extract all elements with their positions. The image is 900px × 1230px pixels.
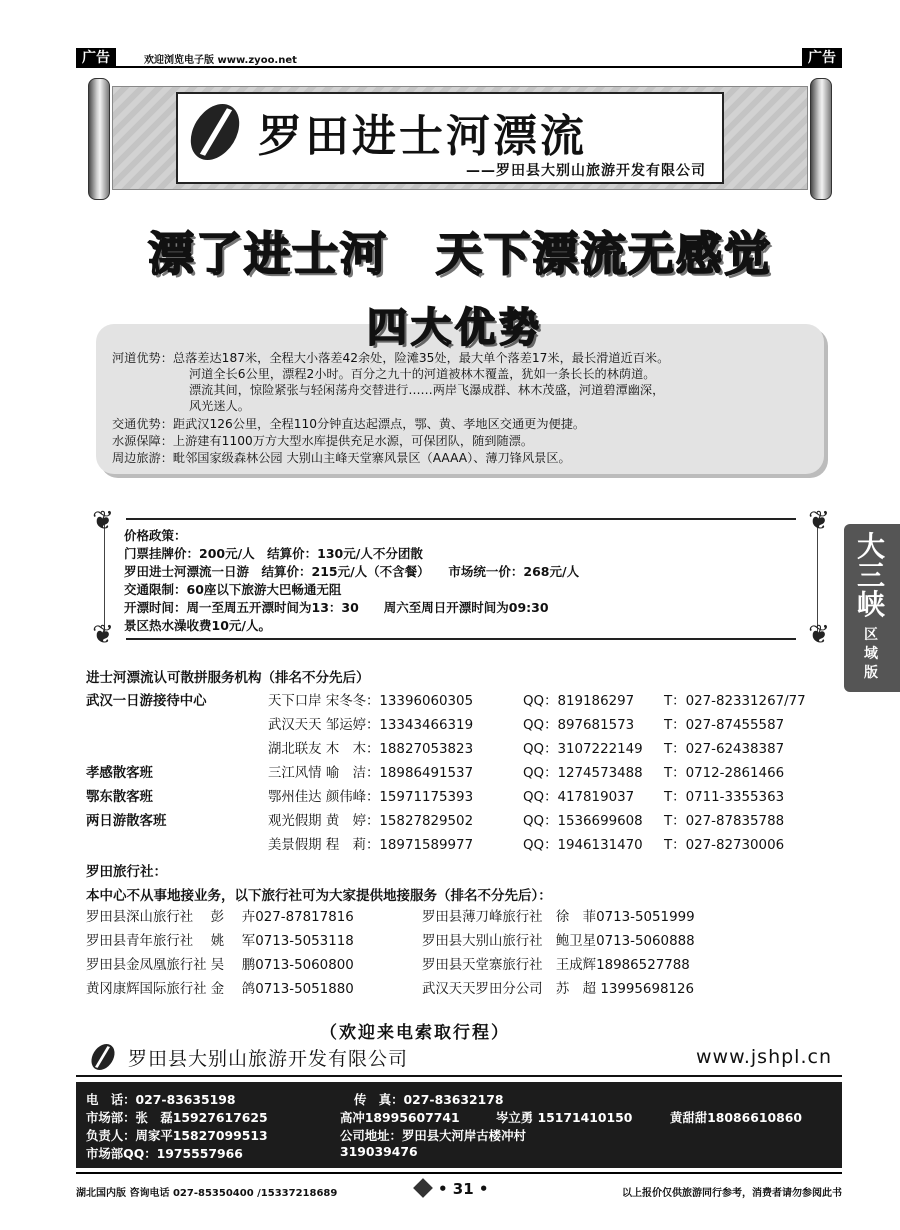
footer-left-text: 湖北国内版 咨询电话 027-85350400 /15337218689	[76, 1188, 338, 1199]
company-logo-icon	[184, 104, 245, 160]
footer-company: 罗田县大别山旅游开发有限公司	[128, 1048, 409, 1070]
agency-contact: 观光假期 黄 婷：15827829502	[268, 814, 474, 829]
table-row	[86, 762, 846, 782]
agency-org: 武汉一日游接待中心	[86, 694, 207, 709]
contact-qq2: 319039476	[340, 1144, 418, 1159]
site-text: 欢迎浏览电子版 www.zyoo.net	[144, 55, 297, 66]
pricing-box	[86, 504, 836, 652]
ad-label-left: 广告	[76, 48, 116, 68]
banner-subtitle: ——罗田县大别山旅游开发有限公司	[466, 163, 706, 179]
contact-address: 公司地址：罗田县大河岸古楼冲村	[340, 1128, 526, 1143]
contact-qq: 市场部QQ：1975557966	[86, 1146, 243, 1161]
contact-bar	[76, 1082, 842, 1168]
agency-tel: T：027-62438387	[664, 742, 785, 757]
ornament-icon: ❦	[808, 620, 830, 650]
ad-label-right: 广告	[802, 48, 842, 68]
banner-box	[176, 92, 724, 184]
advantage-row: 漂流其间，惊险紧张与轻闲荡舟交替进行……两岸飞瀑成群、林木茂盛，河道碧潭幽深，	[189, 383, 665, 397]
agency-qq: QQ：1274573488	[523, 766, 643, 781]
agency-qq: QQ：417819037	[523, 790, 635, 805]
table-row	[86, 786, 846, 806]
advantage-row: 周边旅游：毗邻国家级森林公园 大别山主峰天堂寨风景区（AAAA）、薄刀锋风景区。	[112, 451, 571, 465]
top-bar	[76, 48, 842, 68]
side-tab-title: 大三峡	[856, 530, 885, 621]
scroll-rod-right	[810, 78, 832, 200]
advantage-row: 风光迷人。	[189, 399, 250, 413]
pricing-top-rule	[126, 518, 796, 520]
traffic-limit: 交通限制：60座以下旅游大巴畅通无阻	[124, 582, 342, 597]
agency-tel: T：0711-3355363	[664, 790, 785, 805]
contact-manager: 负责人：周家平15827099513	[86, 1128, 268, 1143]
agency-contact: 武汉天天 邹运婷：13343466319	[268, 718, 474, 733]
agency-qq: QQ：1536699608	[523, 814, 643, 829]
day-tour-price: 罗田进士河漂流一日游 结算价：215元/人（不含餐） 市场统一价：268元/人	[124, 564, 580, 579]
agency-tel: T：027-87835788	[664, 814, 785, 829]
agency-org: 鄂东散客班	[86, 790, 153, 805]
agency-qq: QQ：819186297	[523, 694, 635, 709]
agency-contact: 美景假期 程 莉：18971589977	[268, 838, 474, 853]
welcome-text: （欢迎来电索取行程）	[320, 1023, 510, 1043]
local-notice: 本中心不从事地接业务，以下旅行社可为大家提供地接服务（排名不分先后）：	[86, 888, 552, 904]
bath-fee: 景区热水澡收费10元/人。	[124, 618, 271, 633]
pricing-heading: 价格政策：	[124, 528, 187, 543]
banner-title: 罗田进士河漂流	[258, 111, 587, 162]
footer-right-text: 以上报价仅供旅游同行参考，消费者请勿参阅此书	[622, 1188, 842, 1199]
table-row	[86, 834, 846, 854]
advantage-row: 水源保障：上游建有1100万方大型水库提供充足水源，可保团队，随到随漂。	[112, 434, 534, 448]
agency-contact: 湖北联友 木 木：18827053823	[268, 742, 474, 757]
side-tab-subtitle: 区域版	[864, 627, 878, 681]
advantage-row: 交通优势：距武汉126公里，全程110分钟直达起漂点，鄂、黄、孝地区交通更为便捷。	[112, 417, 586, 431]
page-footer	[76, 1172, 842, 1206]
agency-tel: T：0712-2861466	[664, 766, 785, 781]
local-agency-a: 罗田县金凤凰旅行社 吴 鹏0713-5060800	[86, 958, 354, 973]
diamond-icon	[413, 1178, 433, 1198]
table-row	[86, 690, 846, 710]
agency-qq: QQ：3107222149	[523, 742, 643, 757]
side-tab	[844, 524, 900, 692]
table-row	[86, 714, 846, 734]
footer-rule	[76, 1075, 842, 1077]
local-agency-b: 罗田县薄刀峰旅行社 徐 菲0713-5051999	[422, 910, 695, 925]
advantages-title: 四大优势	[367, 305, 543, 351]
agency-qq: QQ：897681573	[523, 718, 635, 733]
table-row	[86, 810, 846, 830]
scroll-rod-left	[88, 78, 110, 200]
contact-gao: 高冲18995607741	[340, 1110, 460, 1125]
agencies-heading: 进士河漂流认可散拼服务机构（排名不分先后）	[86, 670, 370, 686]
rafting-hours: 开漂时间：周一至周五开漂时间为13：30 周六至周日开漂时间为09:30	[124, 600, 549, 615]
local-agency-b: 罗田县天堂寨旅行社 王成辉18986527788	[422, 958, 690, 973]
local-heading: 罗田旅行社：	[86, 864, 167, 880]
local-agency-b: 武汉天天罗田分公司 苏 超 13995698126	[422, 982, 695, 997]
company-logo-icon	[89, 1044, 118, 1070]
advantage-row: 河道全长6公里，漂程2小时。百分之九十的河道被林木覆盖，犹如一条长长的林荫道。	[189, 367, 656, 381]
agency-contact: 三江风情 喻 洁：18986491537	[268, 766, 474, 781]
contact-fax: 传 真：027-83632178	[354, 1092, 504, 1107]
agency-org: 孝感散客班	[86, 766, 153, 781]
page-number	[416, 1180, 489, 1198]
contact-phone: 电 话：027-83635198	[86, 1092, 236, 1107]
ornament-icon: ❦	[808, 506, 830, 536]
contact-market: 市场部：张 磊15927617625	[86, 1110, 268, 1125]
slogan: 漂了进士河 天下漂流无感觉	[148, 227, 772, 281]
scroll-banner	[88, 78, 832, 200]
footer-url[interactable]: www.jshpl.cn	[695, 1046, 832, 1068]
ornament-icon: ❦	[92, 620, 114, 650]
local-agency-a: 罗田县青年旅行社 姚 军0713-5053118	[86, 934, 354, 949]
ornament-icon: ❦	[92, 506, 114, 536]
local-agency-b: 罗田县大别山旅行社 鲍卫星0713-5060888	[422, 934, 695, 949]
table-row	[86, 738, 846, 758]
agency-qq: QQ：1946131470	[523, 838, 643, 853]
contact-huang: 黄甜甜18086610860	[670, 1110, 803, 1125]
page-number-text: • 31 •	[438, 1180, 489, 1198]
agency-contact: 鄂州佳达 颜伟峰：15971175393	[268, 790, 474, 805]
agency-tel: T：027-82730006	[664, 838, 785, 853]
advantage-row: 河道优势：总落差达187米，全程大小落差42余处，险滩35处，最大单个落差17米，最长滑道近百米。	[112, 351, 670, 365]
local-agency-a: 黄冈康辉国际旅行社 金 鸽0713-5051880	[86, 982, 354, 997]
agency-tel: T：027-87455587	[664, 718, 785, 733]
agency-org: 两日游散客班	[86, 814, 167, 829]
contact-cen: 岑立勇 15171410150	[496, 1110, 633, 1125]
ticket-price: 门票挂牌价：200元/人 结算价：130元/人不分团散	[124, 546, 423, 561]
local-agency-a: 罗田县深山旅行社 彭 卉027-87817816	[86, 910, 354, 925]
pricing-bottom-rule	[126, 638, 796, 640]
agency-tel: T：027-82331267/77	[664, 694, 806, 709]
agency-contact: 天下口岸 宋冬冬：13396060305	[268, 694, 474, 709]
